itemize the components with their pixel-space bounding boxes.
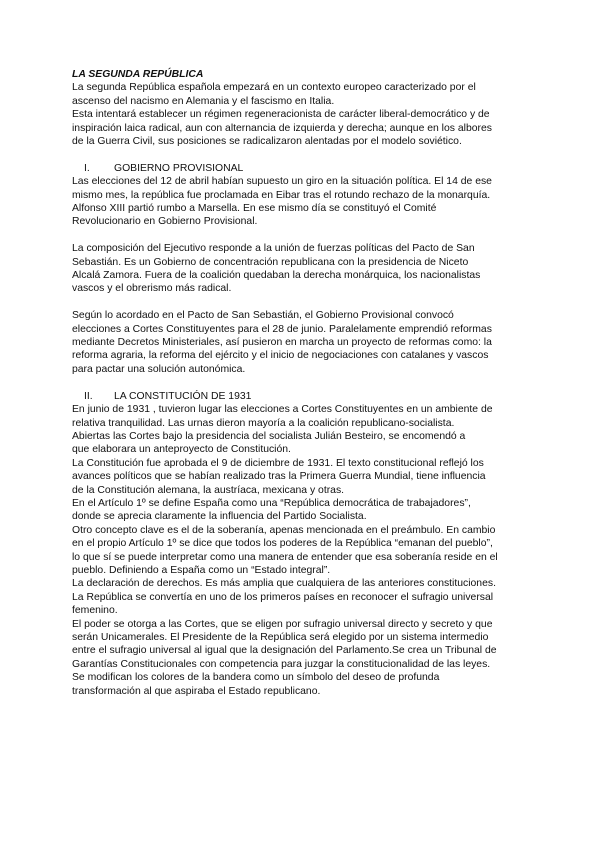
text-line: en el propio Artículo 1º se dice que todos los poderes de la República “emanan del pueblo”, xyxy=(72,538,493,550)
text-line: reforma agraria, la reforma del ejército y el inicio de negociaciones con catalanes y vascos xyxy=(72,350,489,362)
text-line: Abiertas las Cortes bajo la presidencia del socialista Julián Besteiro, se encomendó a xyxy=(72,430,466,442)
text-line: Se modifican los colores de la bandera como un símbolo del deseo de profunda xyxy=(72,672,440,684)
text-line: Otro concepto clave es el de la soberanía, apenas mencionada en el preámbulo. En cambio xyxy=(72,524,496,536)
text-line: Alcalá Zamora. Fuera de la coalición quedaban la derecha monárquica, los nacionalistas xyxy=(72,270,481,282)
text-line: Revolucionario en Gobierno Provisional. xyxy=(72,216,258,228)
text-line: de la Constitución alemana, la austríaca, mexicana y otras. xyxy=(72,484,345,496)
document-title: LA SEGUNDA REPÚBLICA xyxy=(72,69,204,80)
intro-paragraph xyxy=(72,81,532,148)
section-title: GOBIERNO PROVISIONAL xyxy=(114,162,244,174)
text-line: femenino. xyxy=(72,605,118,617)
text-line: La composición del Ejecutivo responde a la unión de fuerzas políticas del Pacto de San xyxy=(72,243,475,255)
section-title: LA CONSTITUCIÓN DE 1931 xyxy=(114,390,252,402)
text-line: donde se aprecia claramente la influencia del Partido Socialista. xyxy=(72,511,367,523)
text-line: elecciones a Cortes Constituyentes para el 28 de junio. Paralelamente emprendió reformas xyxy=(72,323,492,335)
text-line: inspiración laica radical, aun con alternancia de izquierda y derecha; aunque en los albores xyxy=(72,122,492,134)
text-line: serán Unicamerales. El Presidente de la República será elegido por un sistema intermedio xyxy=(72,632,489,643)
section-number: I. xyxy=(84,162,90,174)
text-line: entre el sufragio universal al igual que la designación del Parlamento.Se crea un Tribunal de xyxy=(72,645,497,657)
text-line: para pactar una solución autonómica. xyxy=(72,363,246,375)
text-line: La segunda República española empezará en un contexto europeo caracterizado por el xyxy=(72,82,476,94)
document-page xyxy=(72,68,532,698)
text-line: Las elecciones del 12 de abril habían supuesto un giro en la situación política. El 14 de ese xyxy=(72,176,492,188)
text-line: Según lo acordado en el Pacto de San Sebastián, el Gobierno Provisional convocó xyxy=(72,310,454,322)
text-line: avances políticos que se habían realizado tras la Primera Guerra Mundial, tiene influencia xyxy=(72,471,486,483)
text-line: La declaración de derechos. Es más amplia que cualquiera de las anteriores constituciones. xyxy=(72,578,496,590)
text-line: Sebastián. Es un Gobierno de concentración republicana con la presidencia de Niceto xyxy=(72,256,469,268)
text-line: Alfonso XIII partió rumbo a Marsella. En ese mismo día se constituyó el Comité xyxy=(72,203,437,215)
text-line: En junio de 1931 , tuvieron lugar las elecciones a Cortes Constituyentes en un ambiente de xyxy=(72,404,493,416)
paragraph xyxy=(72,175,532,229)
text-line: transformación al que aspiraba el Estado republicano. xyxy=(72,685,321,697)
text-line: ascenso del nacismo en Alemania y el fascismo en Italia. xyxy=(72,95,335,107)
section-heading-gobierno-provisional xyxy=(72,162,532,175)
text-line: lo que sí se puede interpretar como una manera de entender que esa soberanía reside en el xyxy=(72,551,498,563)
text-line: que elaborara un anteproyecto de Constitución. xyxy=(72,444,291,456)
text-line: El poder se otorga a las Cortes, que se eligen por sufragio universal directo y secreto y que xyxy=(72,618,493,630)
section-number: II. xyxy=(84,390,93,402)
text-line: La República se convertía en uno de los primeros países en reconocer el sufragio universal xyxy=(72,591,494,603)
text-line: Esta intentará establecer un régimen regeneracionista de carácter liberal-democrático y de xyxy=(72,109,490,121)
text-line: En el Artículo 1º se define España como una “República democrática de trabajadores”, xyxy=(72,497,471,509)
paragraph xyxy=(72,242,532,296)
section-heading-constitucion xyxy=(72,390,532,403)
text-line: mediante Decretos Ministeriales, así pusieron en marcha un proyecto de reformas como: la xyxy=(72,337,492,349)
text-line: Garantías Constitucionales con competencia para juzgar la constitucionalidad de las leyes. xyxy=(72,658,491,670)
text-line: vascos y el obrerismo más radical. xyxy=(72,283,232,295)
paragraph xyxy=(72,309,532,376)
text-line: mismo mes, la república fue proclamada en Eibar tras el rotundo rechazo de la monarquía. xyxy=(72,189,491,201)
paragraph xyxy=(72,403,532,698)
text-line: relativa tranquilidad. Las urnas dieron mayoría a la coalición republicano-socialista. xyxy=(72,417,455,429)
text-line: La Constitución fue aprobada el 9 de diciembre de 1931. El texto constitucional reflejó los xyxy=(72,457,484,469)
text-line: de la Guerra Civil, sus posiciones se radicalizaron alentadas por el modelo soviético. xyxy=(72,136,462,148)
text-line: pueblo. Definiendo a España como un “Estado integral”. xyxy=(72,564,331,576)
